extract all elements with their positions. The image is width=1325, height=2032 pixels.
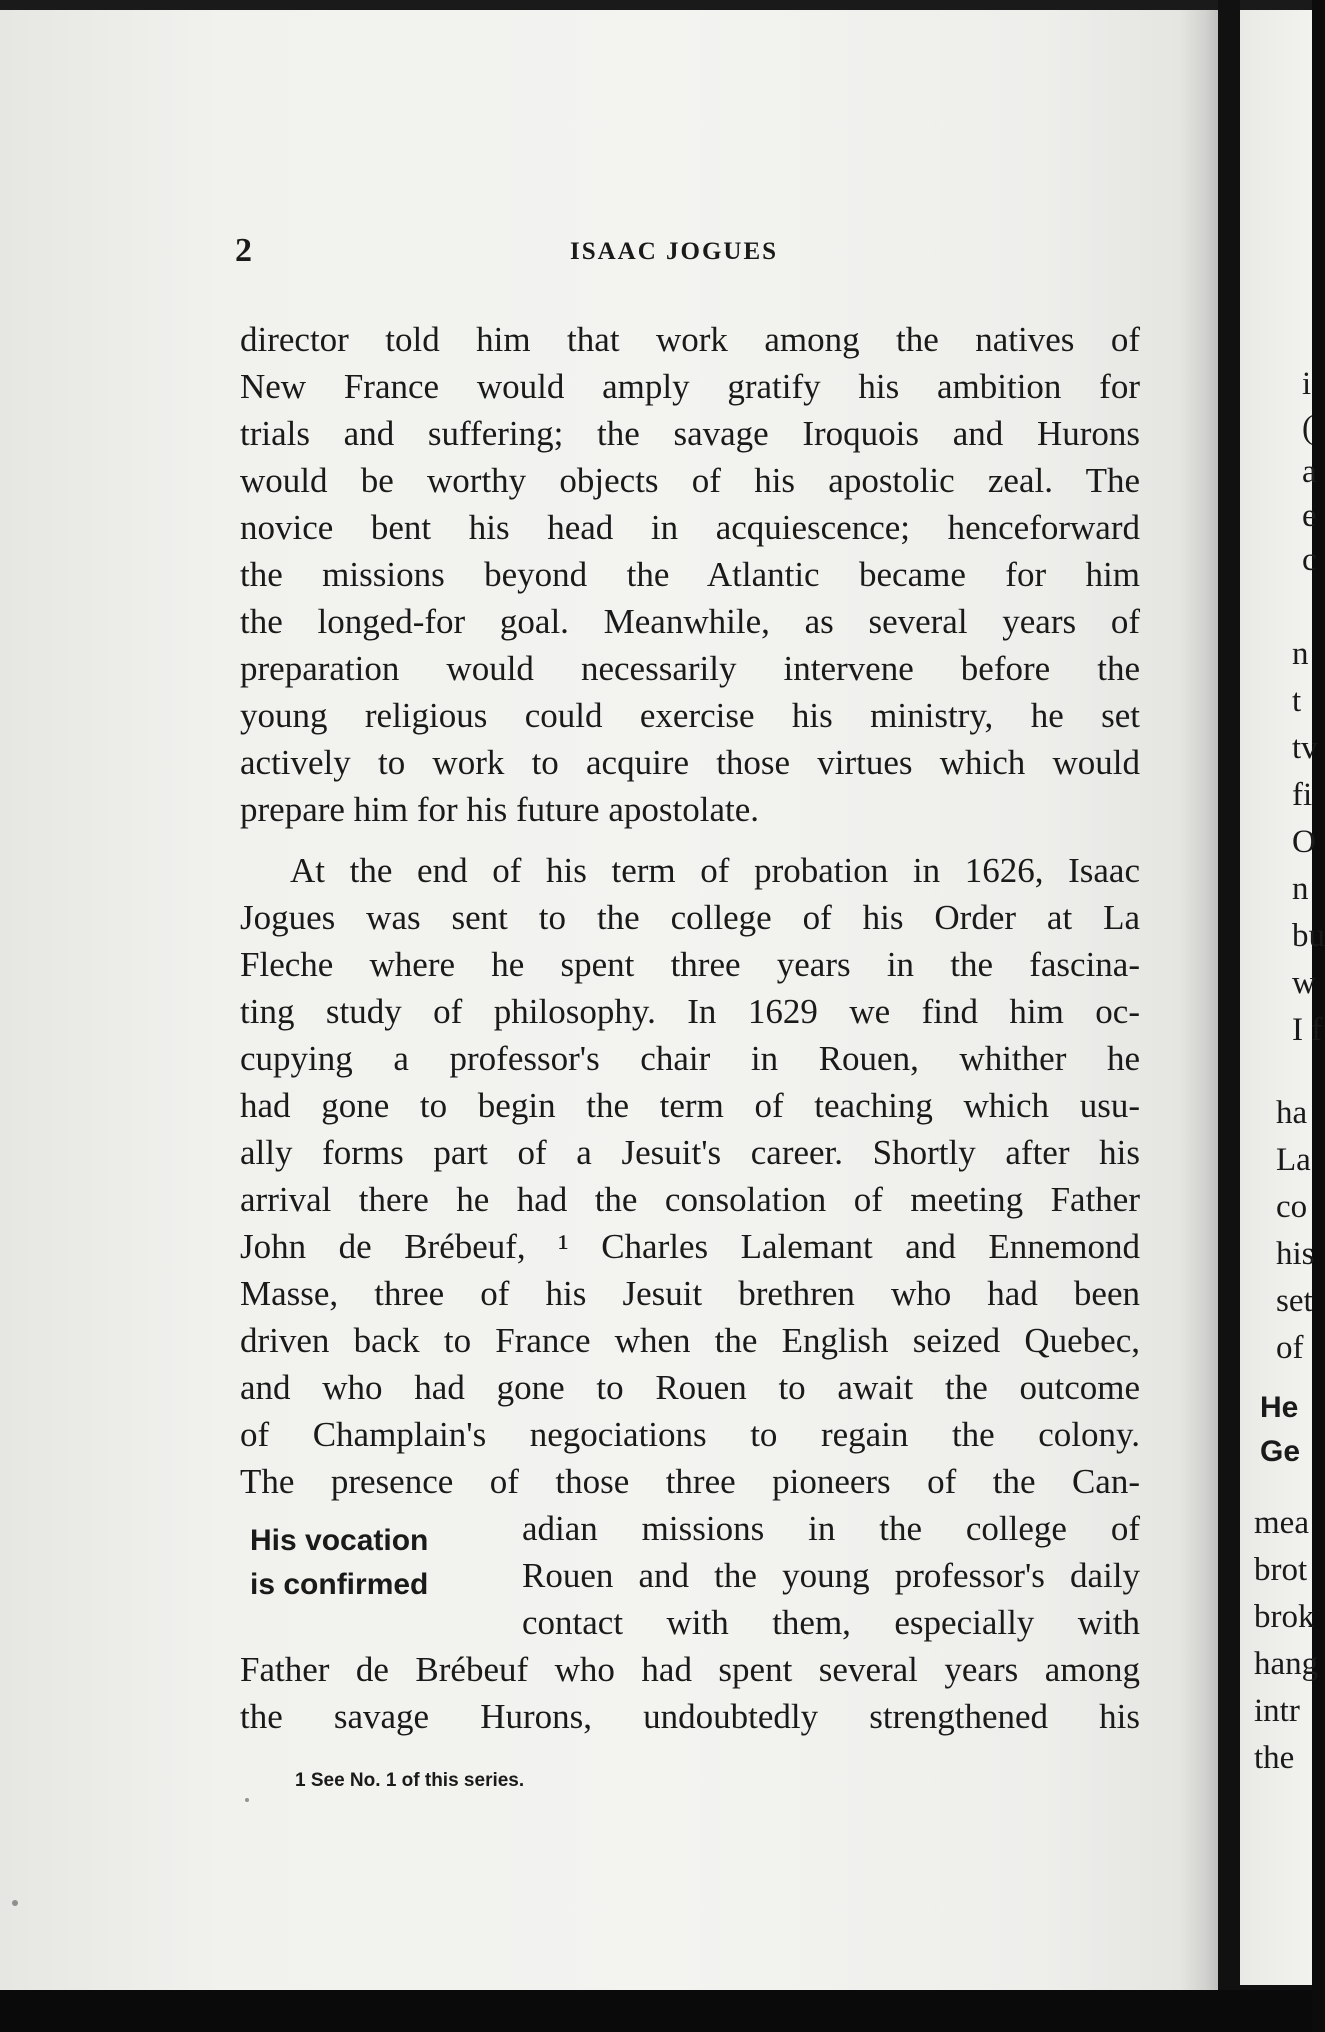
scan-speck <box>245 1798 249 1802</box>
facing-page-fragment: co <box>1276 1189 1308 1225</box>
body-line: would be worthy objects of his apostolic zeal. The <box>240 461 1140 500</box>
page-gutter-shadow <box>1180 10 1222 1995</box>
body-line: the missions beyond the Atlantic became for him <box>240 555 1140 594</box>
facing-page-fragment: the <box>1254 1740 1295 1776</box>
body-line: arrival there he had the consolation of meeting Father <box>240 1180 1140 1219</box>
sidehead-line-1: His vocation <box>250 1524 429 1557</box>
body-line: prepare him for his future apostolate. <box>240 790 759 829</box>
body-line: ally forms part of a Jesuit's career. Shortly after his <box>240 1133 1140 1172</box>
facing-page-fragment: brok <box>1254 1599 1315 1635</box>
running-head: ISAAC JOGUES <box>570 238 779 265</box>
body-line: novice bent his head in acquiescence; henceforward <box>240 508 1140 547</box>
body-line: the savage Hurons, undoubtedly strengthened his <box>240 1697 1140 1736</box>
footnote: 1 See No. 1 of this series. <box>295 1770 525 1791</box>
scan-bottom-edge <box>0 1990 1312 2032</box>
sidehead-line-2: is confirmed <box>250 1568 429 1601</box>
body-line: cupying a professor's chair in Rouen, whither he <box>240 1039 1140 1078</box>
facing-page-fragment: fi <box>1292 777 1313 813</box>
facing-page-fragment: ha <box>1276 1095 1308 1131</box>
facing-page-fragment: Ge <box>1260 1435 1301 1468</box>
body-line: Father de Brébeuf who had spent several years among <box>240 1650 1140 1689</box>
body-line: the longed-for goal. Meanwhile, as several years of <box>240 602 1140 641</box>
page-number: 2 <box>235 232 252 269</box>
facing-page-fragment: mea <box>1254 1505 1309 1541</box>
facing-page-fragment: a <box>1302 454 1317 490</box>
book-spine <box>1218 0 1240 2032</box>
body-line: The presence of those three pioneers of the Can- <box>240 1462 1140 1501</box>
facing-page-fragment: brot <box>1254 1552 1308 1588</box>
body-line: adian missions in the college of <box>522 1509 1140 1548</box>
facing-page-fragment: intr <box>1254 1693 1300 1729</box>
body-line: director told him that work among the natives of <box>240 320 1140 359</box>
facing-page-fragment: He <box>1260 1391 1299 1424</box>
facing-page-fragment: of <box>1276 1330 1304 1366</box>
body-line: New France would amply gratify his ambition for <box>240 367 1140 406</box>
body-line: and who had gone to Rouen to await the outcome <box>240 1368 1140 1407</box>
facing-page-edge <box>1240 10 1325 1985</box>
left-page <box>0 10 1222 1995</box>
body-line: ting study of philosophy. In 1629 we find him oc- <box>240 992 1140 1031</box>
facing-page-fragment: his <box>1276 1236 1315 1272</box>
facing-page-fragment: O <box>1292 824 1316 860</box>
body-line: Fleche where he spent three years in the fascina- <box>240 945 1140 984</box>
body-line: Masse, three of his Jesuit brethren who had been <box>240 1274 1140 1313</box>
body-line: Jogues was sent to the college of his Order at La <box>240 898 1140 937</box>
facing-page-fragment: ( <box>1302 410 1313 446</box>
body-line: of Champlain's negociations to regain the colony. <box>240 1415 1140 1454</box>
body-line: had gone to begin the term of teaching which usu- <box>240 1086 1140 1125</box>
facing-page-fragment: La <box>1276 1142 1311 1178</box>
facing-page-fragment: i <box>1302 366 1312 402</box>
facing-page-fragment: t <box>1292 683 1302 719</box>
facing-page-fragment: e <box>1302 498 1317 534</box>
facing-page-fragment: set <box>1276 1283 1313 1319</box>
facing-page-fragment: I f <box>1292 1012 1323 1048</box>
body-line: Rouen and the young professor's daily <box>522 1556 1140 1595</box>
facing-page-fragment: bu <box>1292 918 1325 954</box>
body-line: young religious could exercise his ministry, he set <box>240 696 1140 735</box>
body-line: preparation would necessarily intervene before the <box>240 649 1140 688</box>
body-line: At the end of his term of probation in 1626, Isaac <box>290 851 1140 890</box>
facing-page-fragment: n <box>1292 636 1309 672</box>
scan-speck <box>12 1900 18 1906</box>
body-line: contact with them, especially with <box>522 1603 1140 1642</box>
facing-page-fragment: c <box>1302 542 1317 578</box>
facing-page-fragment: w <box>1292 965 1316 1001</box>
body-line: John de Brébeuf, ¹ Charles Lalemant and Ennemond <box>240 1227 1140 1266</box>
body-line: actively to work to acquire those virtues which would <box>240 743 1140 782</box>
facing-page-fragment: tv <box>1292 730 1318 766</box>
body-line: driven back to France when the English seized Quebec, <box>240 1321 1140 1360</box>
facing-page-fragment: hang <box>1254 1646 1319 1682</box>
facing-page-fragment: n <box>1292 871 1309 907</box>
body-line: trials and suffering; the savage Iroquois and Hurons <box>240 414 1140 453</box>
